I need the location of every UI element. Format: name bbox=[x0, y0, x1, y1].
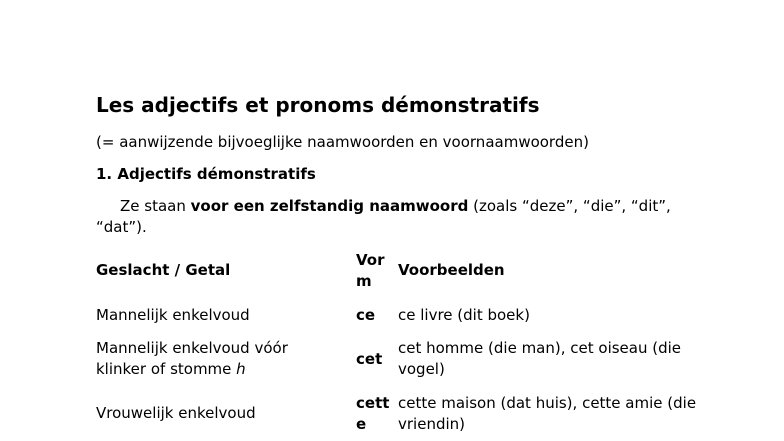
table-cell-gender: Vrouwelijk enkelvoud bbox=[96, 404, 256, 422]
page-title: Les adjectifs et pronoms démonstratifs bbox=[96, 93, 540, 117]
gender-text: Mannelijk enkelvoud vóór klinker of stomme bbox=[96, 339, 288, 378]
table-cell-examples: ce livre (dit boek) bbox=[398, 306, 530, 324]
table-cell-form: cet bbox=[356, 350, 383, 368]
intro-text-bold: voor een zelfstandig naamwoord bbox=[190, 197, 469, 215]
intro-text-2: (zoals “deze”, “die”, “dit”, “dat”). bbox=[96, 197, 671, 236]
page-subtitle: (= aanwijzende bijvoeglijke naamwoorden en voornaamwoorden) bbox=[96, 133, 589, 151]
intro-text-1: Ze staan bbox=[120, 197, 191, 215]
table-cell-gender: Mannelijk enkelvoud bbox=[96, 306, 250, 324]
table-cell-examples: cet homme (die man), cet oiseau (die vogel) bbox=[398, 339, 682, 378]
intro-paragraph bbox=[96, 196, 676, 238]
section-heading: 1. Adjectifs démonstratifs bbox=[96, 165, 316, 183]
table-cell-examples: cette maison (dat huis), cette amie (die vriendin) bbox=[398, 394, 697, 433]
table-header-examples: Voorbeelden bbox=[398, 261, 505, 279]
table-header-gender: Geslacht / Getal bbox=[96, 261, 231, 279]
gender-text-italic: h bbox=[236, 360, 246, 378]
table-header-form: Vorm bbox=[356, 251, 385, 290]
table-cell-gender bbox=[96, 338, 326, 380]
table-cell-form: ce bbox=[356, 306, 376, 324]
table-cell-form: cette bbox=[356, 394, 390, 433]
